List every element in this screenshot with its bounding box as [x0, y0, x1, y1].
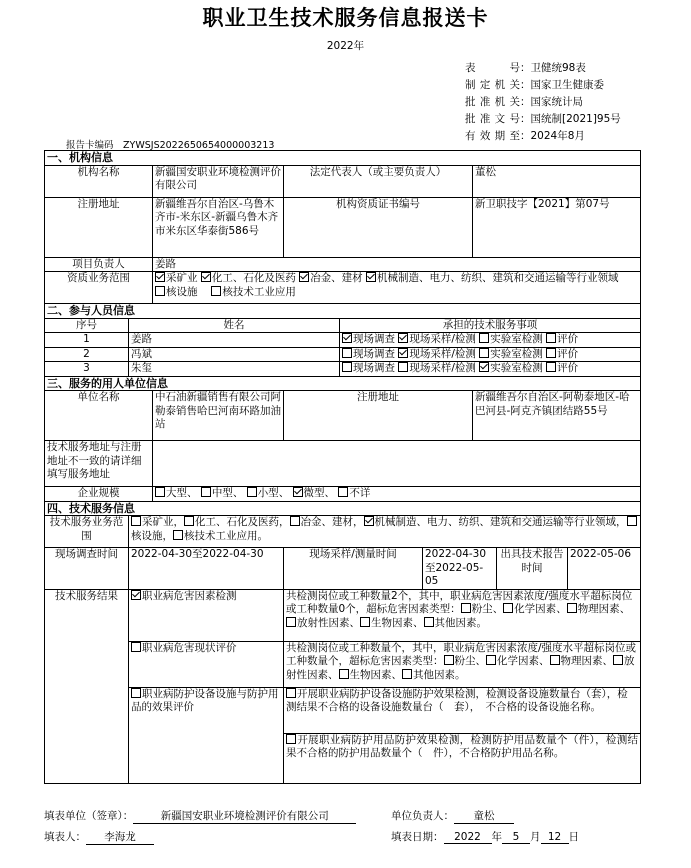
service-scope-value: 采矿业， 化工、石化及医药， 冶金、建材， 机械制造、电力、纺织、建筑和交通运输等行业领域，核设施， 核技术工业应用。 [129, 516, 641, 548]
checkbox[interactable] [338, 487, 348, 497]
checkbox[interactable] [342, 348, 352, 358]
section-2-title: 二、参与人员信息 [45, 304, 641, 319]
checkbox[interactable] [486, 655, 496, 665]
checkbox[interactable] [398, 348, 408, 358]
size-label: 企业规模 [45, 487, 153, 502]
qual-scope-value: 采矿业 化工、石化及医药 冶金、建材 机械制造、电力、纺织、建筑和交通运输等行业领域 核设施 核技术工业应用 [153, 272, 641, 304]
checkbox[interactable] [342, 362, 352, 372]
size-value: 大型、 中型、 小型、 微型、 不详 [153, 487, 641, 502]
meta-row: 制定机关：国家卫生健康委 [465, 79, 604, 91]
checkbox[interactable] [546, 362, 556, 372]
meta-row: 批准文号：国统制[2021]95号 [465, 113, 621, 125]
fill-date: 填表日期： 2022 年 5 月 12 日 [391, 831, 579, 843]
checkbox[interactable] [366, 272, 376, 282]
unit-name-label: 单位名称 [45, 391, 153, 441]
checkbox[interactable] [479, 362, 489, 372]
checkbox[interactable] [286, 617, 296, 627]
report-year: 2022年 [326, 40, 365, 52]
report-time-value: 2022-05-06 [568, 548, 641, 590]
checkbox[interactable] [398, 333, 408, 343]
checkbox[interactable] [286, 688, 296, 698]
checkbox[interactable] [360, 617, 370, 627]
result-label: 技术服务结果 [45, 589, 129, 783]
survey-time-label: 现场调查时间 [45, 548, 129, 590]
info-table [44, 150, 641, 784]
filler: 填表人： 李海龙 [44, 829, 154, 845]
checkbox[interactable] [479, 333, 489, 343]
section-4-title: 四、技术服务信息 [45, 501, 641, 516]
legal-rep-value: 董松 [473, 165, 641, 197]
checkbox[interactable] [131, 688, 141, 698]
page-title: 职业卫生技术服务信息报送卡 [202, 5, 489, 30]
checkbox[interactable] [424, 617, 434, 627]
report-card-code: 报告卡编码 ZYWSJS2022650654000003213 [66, 140, 275, 151]
checkbox[interactable] [479, 348, 489, 358]
col-no: 序号 [45, 318, 129, 333]
checkbox[interactable] [201, 272, 211, 282]
col-name: 姓名 [129, 318, 340, 333]
sampling-time-label: 现场采样/测量时间 [284, 548, 423, 590]
result-item-text: 开展职业病防护设备设施防护效果检测，检测设备设施数量台（套），检测结果不合格的设备设施数量台（ 套）， 不合格的设备设施名称。 [284, 687, 641, 733]
checkbox[interactable] [627, 516, 637, 526]
table-row: 1 姜路 现场调查 现场采样/检测 实验室检测 评价 [45, 333, 641, 348]
result-item-text: 共检测岗位或工种数量个，其中，职业病危害因素浓度/强度水平超标岗位或工种数量个，超标危害因素类型： 粉尘、 化学因素、 物理因素、 放射性因素、 生物因素、 其他因素。 [284, 641, 641, 687]
section-3-title: 三、服务的用人单位信息 [45, 376, 641, 391]
checkbox[interactable] [550, 655, 560, 665]
unit-reg-addr-value: 新疆维吾尔自治区-阿勒泰地区-哈巴河县-阿克齐镇团结路55号 [473, 391, 641, 441]
checkbox[interactable] [184, 516, 194, 526]
checkbox[interactable] [613, 655, 623, 665]
result-item-label: 职业病危害现状评价 [129, 641, 284, 687]
checkbox[interactable] [286, 734, 296, 744]
cert-label: 机构资质证书编号 [284, 197, 473, 257]
meta-row: 有效期至：2024年8月 [465, 130, 585, 142]
cert-value: 新卫职技字【2021】第07号 [473, 197, 641, 257]
result-item-text: 开展职业病防护用品防护效果检测，检测防护用品数量个（件），检测结果不合格的防护用品数量个（ 件），不合格防护用品名称。 [284, 733, 641, 783]
checkbox[interactable] [444, 655, 454, 665]
result-item-label: 职业病防护设备设施与防护用品的效果评价 [129, 687, 284, 783]
meta-row: 批准机关：国家统计局 [465, 96, 583, 108]
org-name-label: 机构名称 [45, 165, 153, 197]
service-scope-label: 技术服务业务范围 [45, 516, 129, 548]
checkbox[interactable] [546, 333, 556, 343]
service-addr-value [153, 441, 641, 487]
checkbox[interactable] [131, 590, 141, 600]
fill-unit: 填表单位（签章）： 新疆国安职业环境检测评价有限公司 [44, 808, 356, 824]
legal-rep-label: 法定代表人（或主要负责人） [284, 165, 473, 197]
checkbox[interactable] [131, 516, 141, 526]
meta-row: 表 号：卫健统98表 [465, 62, 586, 74]
checkbox[interactable] [155, 272, 165, 282]
checkbox[interactable] [342, 333, 352, 343]
result-item-text: 共检测岗位或工种数量2个，其中，职业病危害因素浓度/强度水平超标岗位或工种数量0个，超标危害因素类型： 粉尘、 化学因素、 物理因素、放射性因素、 生物因素、 其他因素。 [284, 589, 641, 641]
reg-addr-label: 注册地址 [45, 197, 153, 257]
form-meta [465, 60, 621, 145]
col-tasks: 承担的技术服务事项 [340, 318, 641, 333]
checkbox[interactable] [173, 530, 183, 540]
checkbox[interactable] [155, 286, 165, 296]
table-row: 3 朱玺 现场调查 现场采样/检测 实验室检测 评价 [45, 362, 641, 377]
sampling-time-value: 2022-04-30至2022-05-05 [423, 548, 497, 590]
checkbox[interactable] [155, 487, 165, 497]
checkbox[interactable] [364, 516, 374, 526]
checkbox[interactable] [546, 348, 556, 358]
report-time-label: 出具技术报告时间 [497, 548, 568, 590]
section-1-title: 一、机构信息 [45, 151, 641, 166]
unit-name-value: 中石油新疆销售有限公司阿勒泰销售哈巴河南环路加油站 [153, 391, 284, 441]
checkbox[interactable] [211, 286, 221, 296]
table-row: 2 冯斌 现场调查 现场采样/检测 实验室检测 评价 [45, 347, 641, 362]
checkbox[interactable] [299, 272, 309, 282]
qual-scope-label: 资质业务范围 [45, 272, 153, 304]
unit-head: 单位负责人： 童松 [391, 808, 514, 824]
pm-value: 姜路 [153, 257, 641, 272]
result-item-label: 职业病危害因素检测 [129, 589, 284, 641]
reg-addr-value: 新疆维吾尔自治区-乌鲁木齐市-米东区-新疆乌鲁木齐市米东区华泰街586号 [153, 197, 284, 257]
checkbox[interactable] [503, 603, 513, 613]
checkbox[interactable] [201, 487, 211, 497]
survey-time-value: 2022-04-30至2022-04-30 [129, 548, 284, 590]
checkbox[interactable] [402, 669, 412, 679]
checkbox[interactable] [567, 603, 577, 613]
unit-reg-addr-label: 注册地址 [284, 391, 473, 441]
checkbox[interactable] [247, 487, 257, 497]
org-name-value: 新疆国安职业环境检测评价有限公司 [153, 165, 284, 197]
checkbox[interactable] [398, 362, 408, 372]
checkbox[interactable] [461, 603, 471, 613]
checkbox[interactable] [290, 516, 300, 526]
checkbox[interactable] [131, 642, 141, 652]
service-addr-label: 技术服务地址与注册地址不一致的请详细填写服务地址 [45, 441, 153, 487]
checkbox[interactable] [339, 669, 349, 679]
checkbox[interactable] [293, 487, 303, 497]
pm-label: 项目负责人 [45, 257, 153, 272]
